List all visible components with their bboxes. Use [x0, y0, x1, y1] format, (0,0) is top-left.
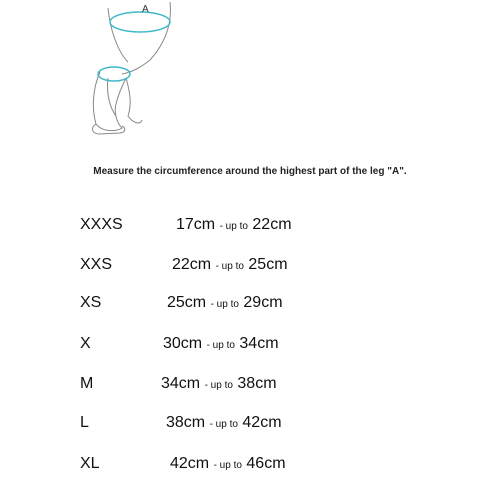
size-range — [170, 452, 286, 478]
size-row-xs — [0, 291, 500, 315]
range-to: 25cm — [248, 256, 288, 273]
size-range — [166, 411, 282, 437]
range-to: 38cm — [237, 375, 277, 392]
range-connector: - up to — [213, 460, 242, 471]
size-range — [167, 291, 283, 317]
size-label: X — [80, 335, 91, 352]
range-connector: - up to — [215, 261, 244, 272]
range-connector: - up to — [206, 340, 235, 351]
range-to: 22cm — [252, 216, 292, 233]
size-row-xl — [0, 452, 500, 476]
ring-label-a: A — [142, 4, 149, 15]
range-from: 34cm — [161, 375, 201, 392]
size-row-xxs — [0, 253, 500, 277]
range-to: 34cm — [239, 335, 279, 352]
range-from: 30cm — [163, 335, 203, 352]
size-row-l — [0, 411, 500, 435]
size-range — [176, 213, 292, 239]
range-to: 46cm — [246, 455, 286, 472]
size-label: XL — [80, 455, 100, 472]
size-label: XXS — [80, 256, 113, 273]
size-label: L — [80, 414, 89, 431]
size-range — [172, 253, 288, 279]
range-from: 38cm — [166, 414, 206, 431]
size-range — [163, 332, 279, 358]
size-row-x — [0, 332, 500, 356]
range-connector: - up to — [209, 419, 238, 430]
size-label: XS — [80, 294, 102, 311]
measurement-instruction: Measure the circumference around the highest part of the leg "A". — [93, 166, 407, 177]
range-from: 17cm — [176, 216, 216, 233]
range-connector: - up to — [210, 299, 239, 310]
range-connector: - up to — [204, 380, 233, 391]
size-label: M — [80, 375, 94, 392]
size-range — [161, 372, 277, 398]
range-to: 42cm — [242, 414, 282, 431]
range-connector: - up to — [219, 221, 248, 232]
size-row-xxxs — [0, 213, 500, 237]
range-to: 29cm — [243, 294, 283, 311]
range-from: 22cm — [172, 256, 212, 273]
range-from: 42cm — [170, 455, 210, 472]
size-row-m — [0, 372, 500, 396]
range-from: 25cm — [167, 294, 207, 311]
size-label: XXXS — [80, 216, 123, 233]
